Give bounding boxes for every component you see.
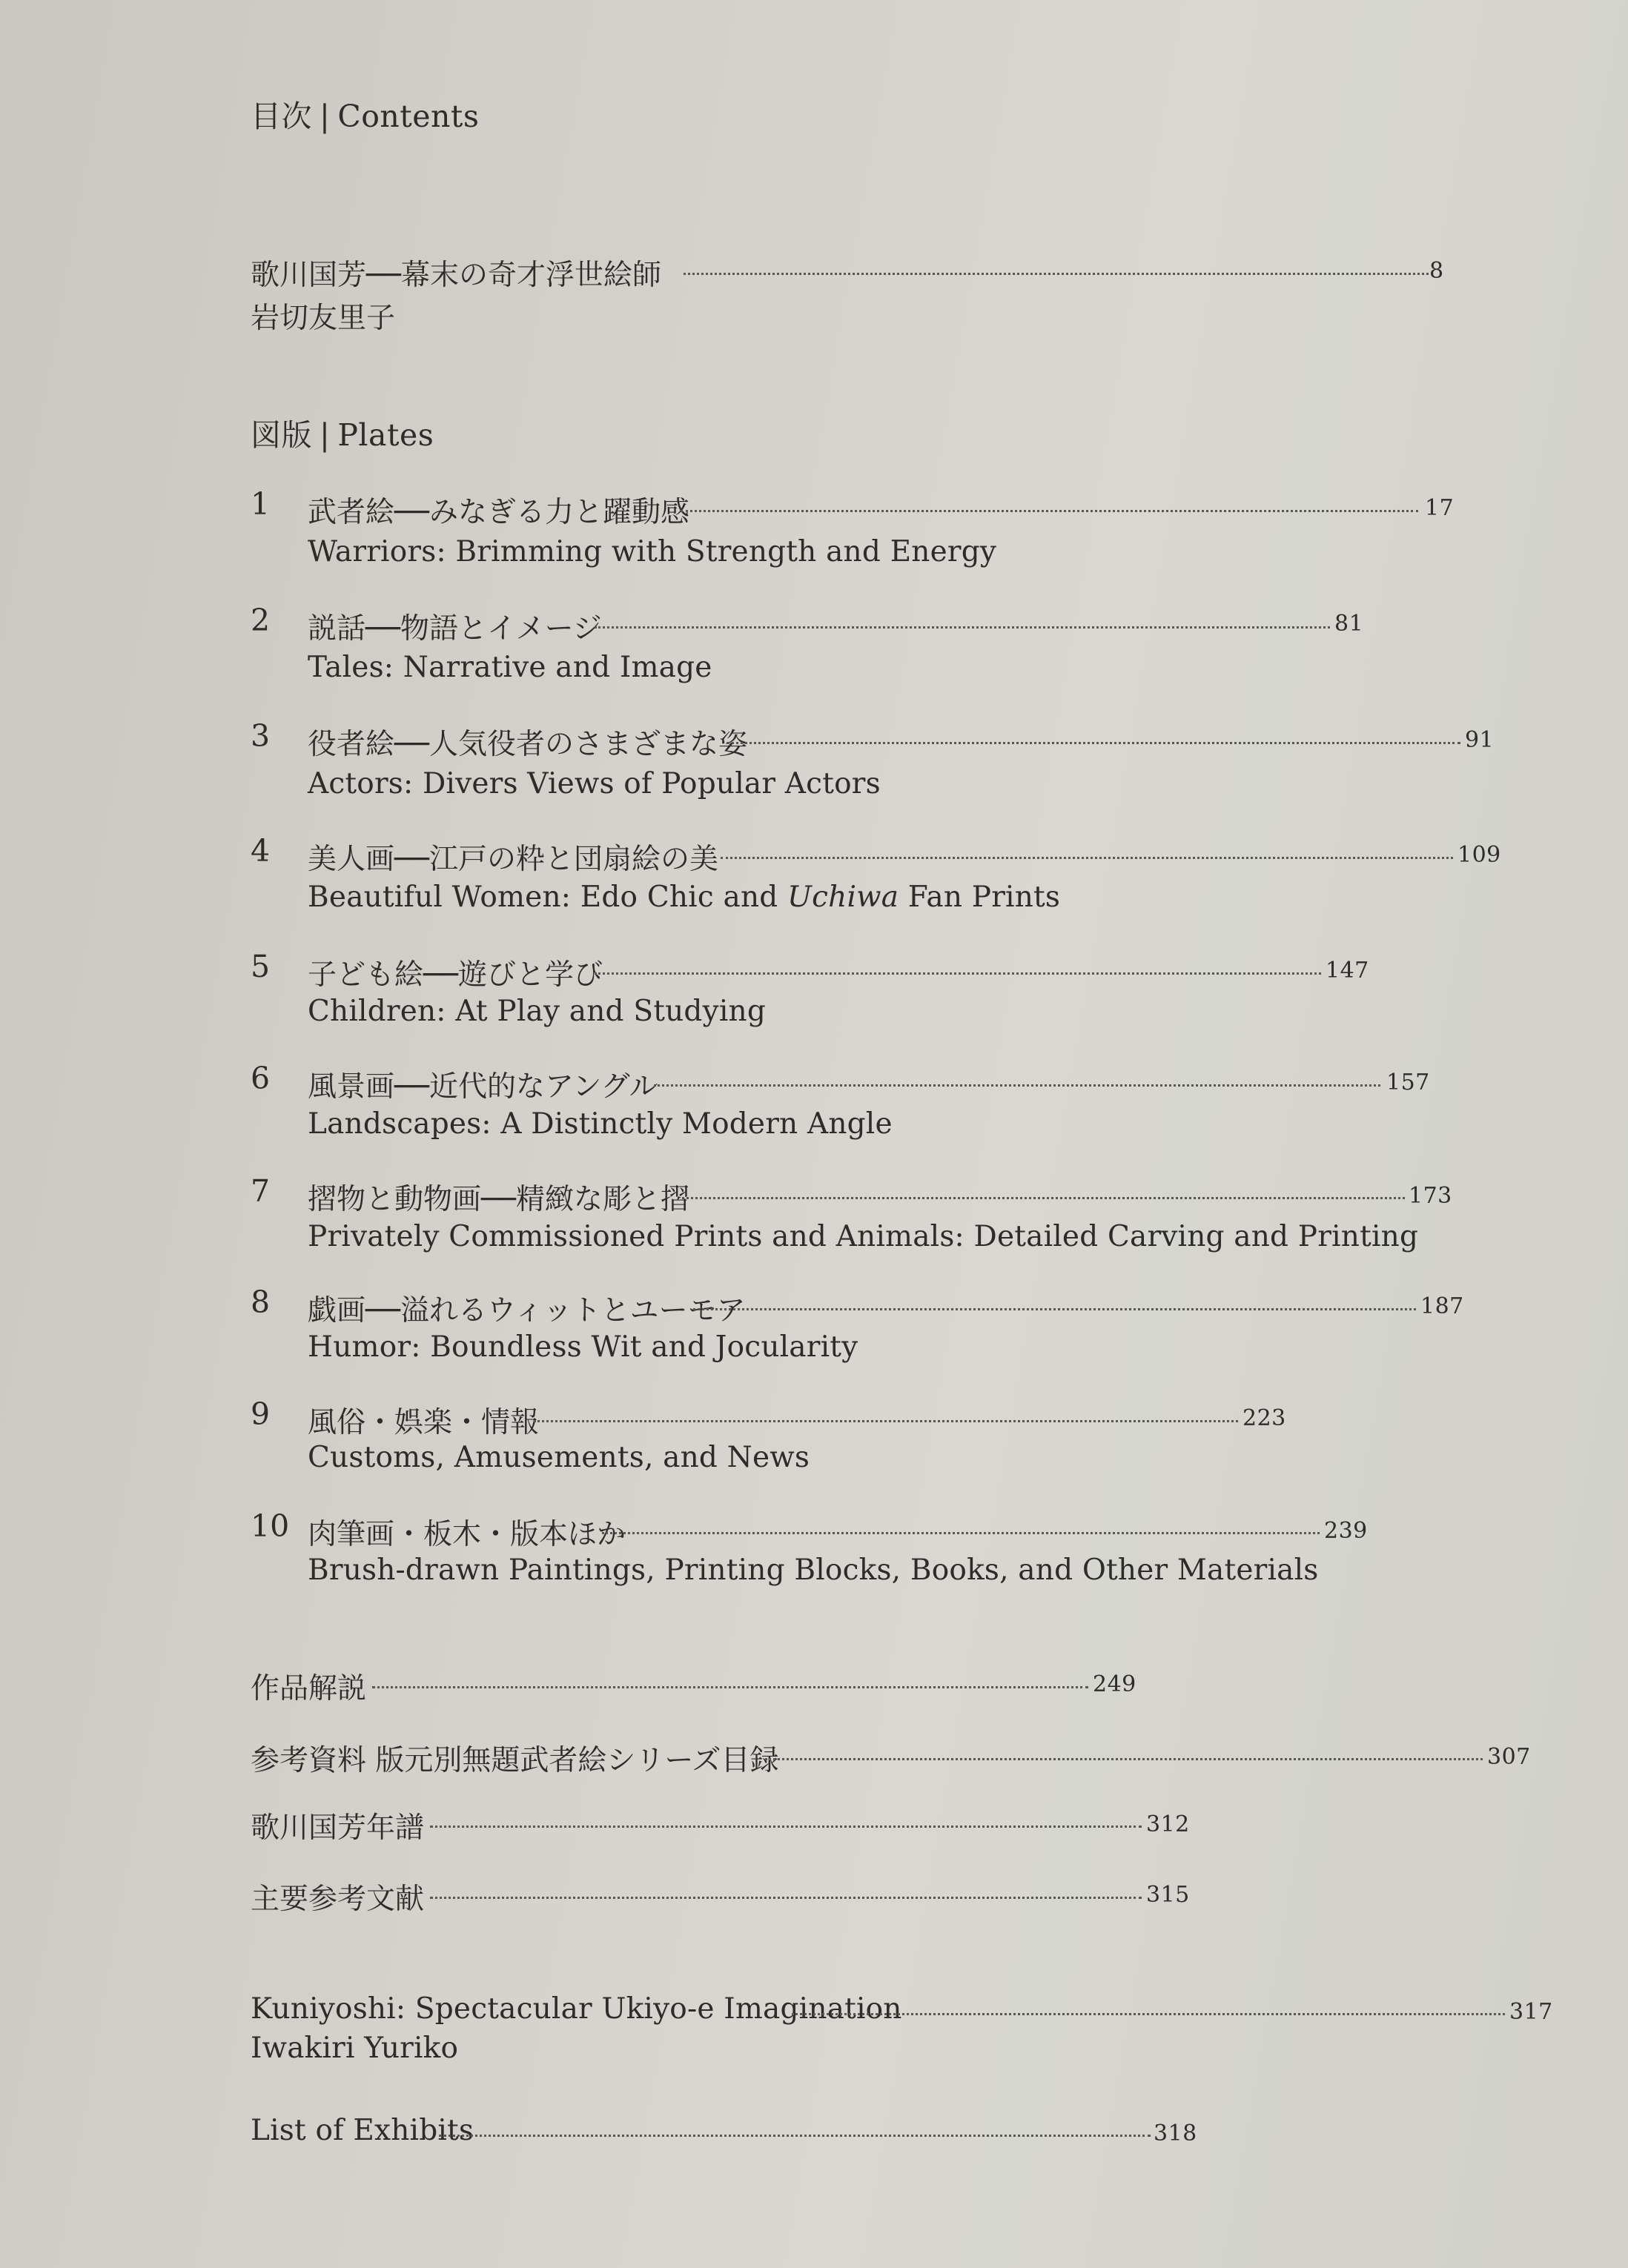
back-matter-page-number: 307 <box>1487 1744 1531 1770</box>
plate-number: 8 <box>251 1284 271 1320</box>
plate-page-number: 91 <box>1465 727 1495 753</box>
leader-dots <box>792 2013 1505 2015</box>
plate-title-jp: 武者絵──みなぎる力と躍動感 <box>308 496 689 529</box>
plate-title-en: Actors: Divers Views of Popular Actors <box>308 767 881 800</box>
plate-title-en: Children: At Play and Studying <box>308 995 766 1028</box>
leader-dots <box>430 1826 1142 1828</box>
back-matter-page-number: 315 <box>1146 1882 1190 1908</box>
plate-number: 10 <box>251 1508 290 1544</box>
list-of-exhibits-title: List of Exhibits <box>251 2114 474 2147</box>
plate-title-jp: 肉筆画・板木・版本ほか <box>308 1518 626 1551</box>
contents-heading-jp: 目次 <box>251 99 312 134</box>
plate-title-jp: 美人画──江戸の粋と団扇絵の美 <box>308 843 718 876</box>
plate-number: 4 <box>251 833 271 869</box>
plate-number: 9 <box>251 1396 271 1432</box>
leader-dots <box>693 1308 1416 1310</box>
heading-separator: | <box>320 99 331 134</box>
plates-heading-jp: 図版 <box>251 417 312 453</box>
leader-dots <box>681 510 1418 512</box>
back-matter-page-number: 249 <box>1093 1671 1136 1697</box>
leader-dots <box>430 1897 1142 1899</box>
plates-heading-en: Plates <box>337 417 434 453</box>
list-of-exhibits-page-number: 318 <box>1154 2121 1197 2146</box>
english-essay-page-number: 317 <box>1509 1999 1553 2025</box>
contents-heading-en: Contents <box>337 99 480 134</box>
plate-title-jp: 風俗・娯楽・情報 <box>308 1406 540 1439</box>
plate-title-jp: 戯画──溢れるウィットとユーモア <box>308 1294 746 1327</box>
leader-dots <box>765 1758 1483 1760</box>
plate-title-en-italic: Uchiwa <box>787 881 899 914</box>
leader-dots <box>727 742 1460 744</box>
plate-page-number: 109 <box>1457 842 1501 868</box>
plate-page-number: 81 <box>1334 611 1364 637</box>
plates-heading <box>251 411 434 454</box>
plate-page-number: 157 <box>1386 1070 1430 1095</box>
back-matter-title: 主要参考文献 <box>251 1883 425 1916</box>
leader-dots <box>439 2135 1151 2137</box>
plate-number: 6 <box>251 1061 271 1096</box>
plate-page-number: 147 <box>1326 958 1369 984</box>
back-matter-title: 作品解説 <box>251 1672 367 1705</box>
leader-dots <box>654 1084 1380 1087</box>
plate-title-en-part: Fan Prints <box>899 881 1061 914</box>
plate-page-number: 173 <box>1409 1183 1452 1209</box>
back-matter-page-number: 312 <box>1146 1811 1190 1837</box>
english-essay-author: Iwakiri Yuriko <box>251 2032 459 2065</box>
leader-dots <box>534 1420 1238 1422</box>
plate-title-en: Landscapes: A Distinctly Modern Angle <box>308 1107 893 1141</box>
back-matter-title: 歌川国芳年譜 <box>251 1811 425 1845</box>
plate-title-en: Privately Commissioned Prints and Animals: Detailed Carving and Printing <box>308 1220 1419 1253</box>
leader-dots <box>372 1686 1088 1688</box>
plate-title-jp: 役者絵──人気役者のさまざまな姿 <box>308 728 747 761</box>
heading-separator: | <box>320 417 331 453</box>
plate-title-en: Warriors: Brimming with Strength and Energy <box>308 535 997 568</box>
plate-number: 2 <box>251 603 271 638</box>
plate-title-jp: 風景画──近代的なアングル <box>308 1070 658 1104</box>
english-essay-title: Kuniyoshi: Spectacular Ukiyo-e Imagination <box>251 1992 902 2026</box>
contents-heading <box>251 92 479 136</box>
leader-dots <box>721 857 1453 859</box>
plate-number: 3 <box>251 718 271 754</box>
plate-title-en <box>308 881 1060 914</box>
essay-page-number: 8 <box>1429 258 1444 284</box>
plate-title-en-part: Beautiful Women: Edo Chic and <box>308 881 788 914</box>
leader-dots <box>602 1532 1320 1534</box>
plate-title-jp: 説話──物語とイメージ <box>308 612 602 646</box>
leader-dots <box>595 626 1330 629</box>
plate-page-number: 223 <box>1242 1405 1286 1431</box>
plate-title-en: Brush-drawn Paintings, Printing Blocks, Books, and Other Materials <box>308 1554 1319 1587</box>
plate-number: 7 <box>251 1173 271 1209</box>
plate-title-jp: 摺物と動物画──精緻な彫と摺 <box>308 1183 689 1216</box>
plate-title-en: Humor: Boundless Wit and Jocularity <box>308 1330 858 1364</box>
plate-number: 1 <box>251 486 271 522</box>
essay-title-jp: 歌川国芳──幕末の奇才浮世絵師 <box>251 259 661 292</box>
plate-page-number: 187 <box>1420 1293 1464 1319</box>
leader-dots <box>682 1197 1405 1199</box>
essay-author-jp: 岩切友里子 <box>251 302 396 335</box>
leader-dots <box>595 972 1321 975</box>
plate-title-jp: 子ども絵──遊びと学び <box>308 958 603 992</box>
plate-title-en: Tales: Narrative and Image <box>308 651 712 684</box>
back-matter-title: 参考資料 版元別無題武者絵シリーズ目録 <box>251 1744 779 1777</box>
plate-number: 5 <box>251 949 271 984</box>
plate-page-number: 239 <box>1324 1518 1368 1544</box>
plate-title-en: Customs, Amusements, and News <box>308 1441 810 1474</box>
leader-dots <box>684 273 1429 275</box>
plate-page-number: 17 <box>1425 495 1455 521</box>
